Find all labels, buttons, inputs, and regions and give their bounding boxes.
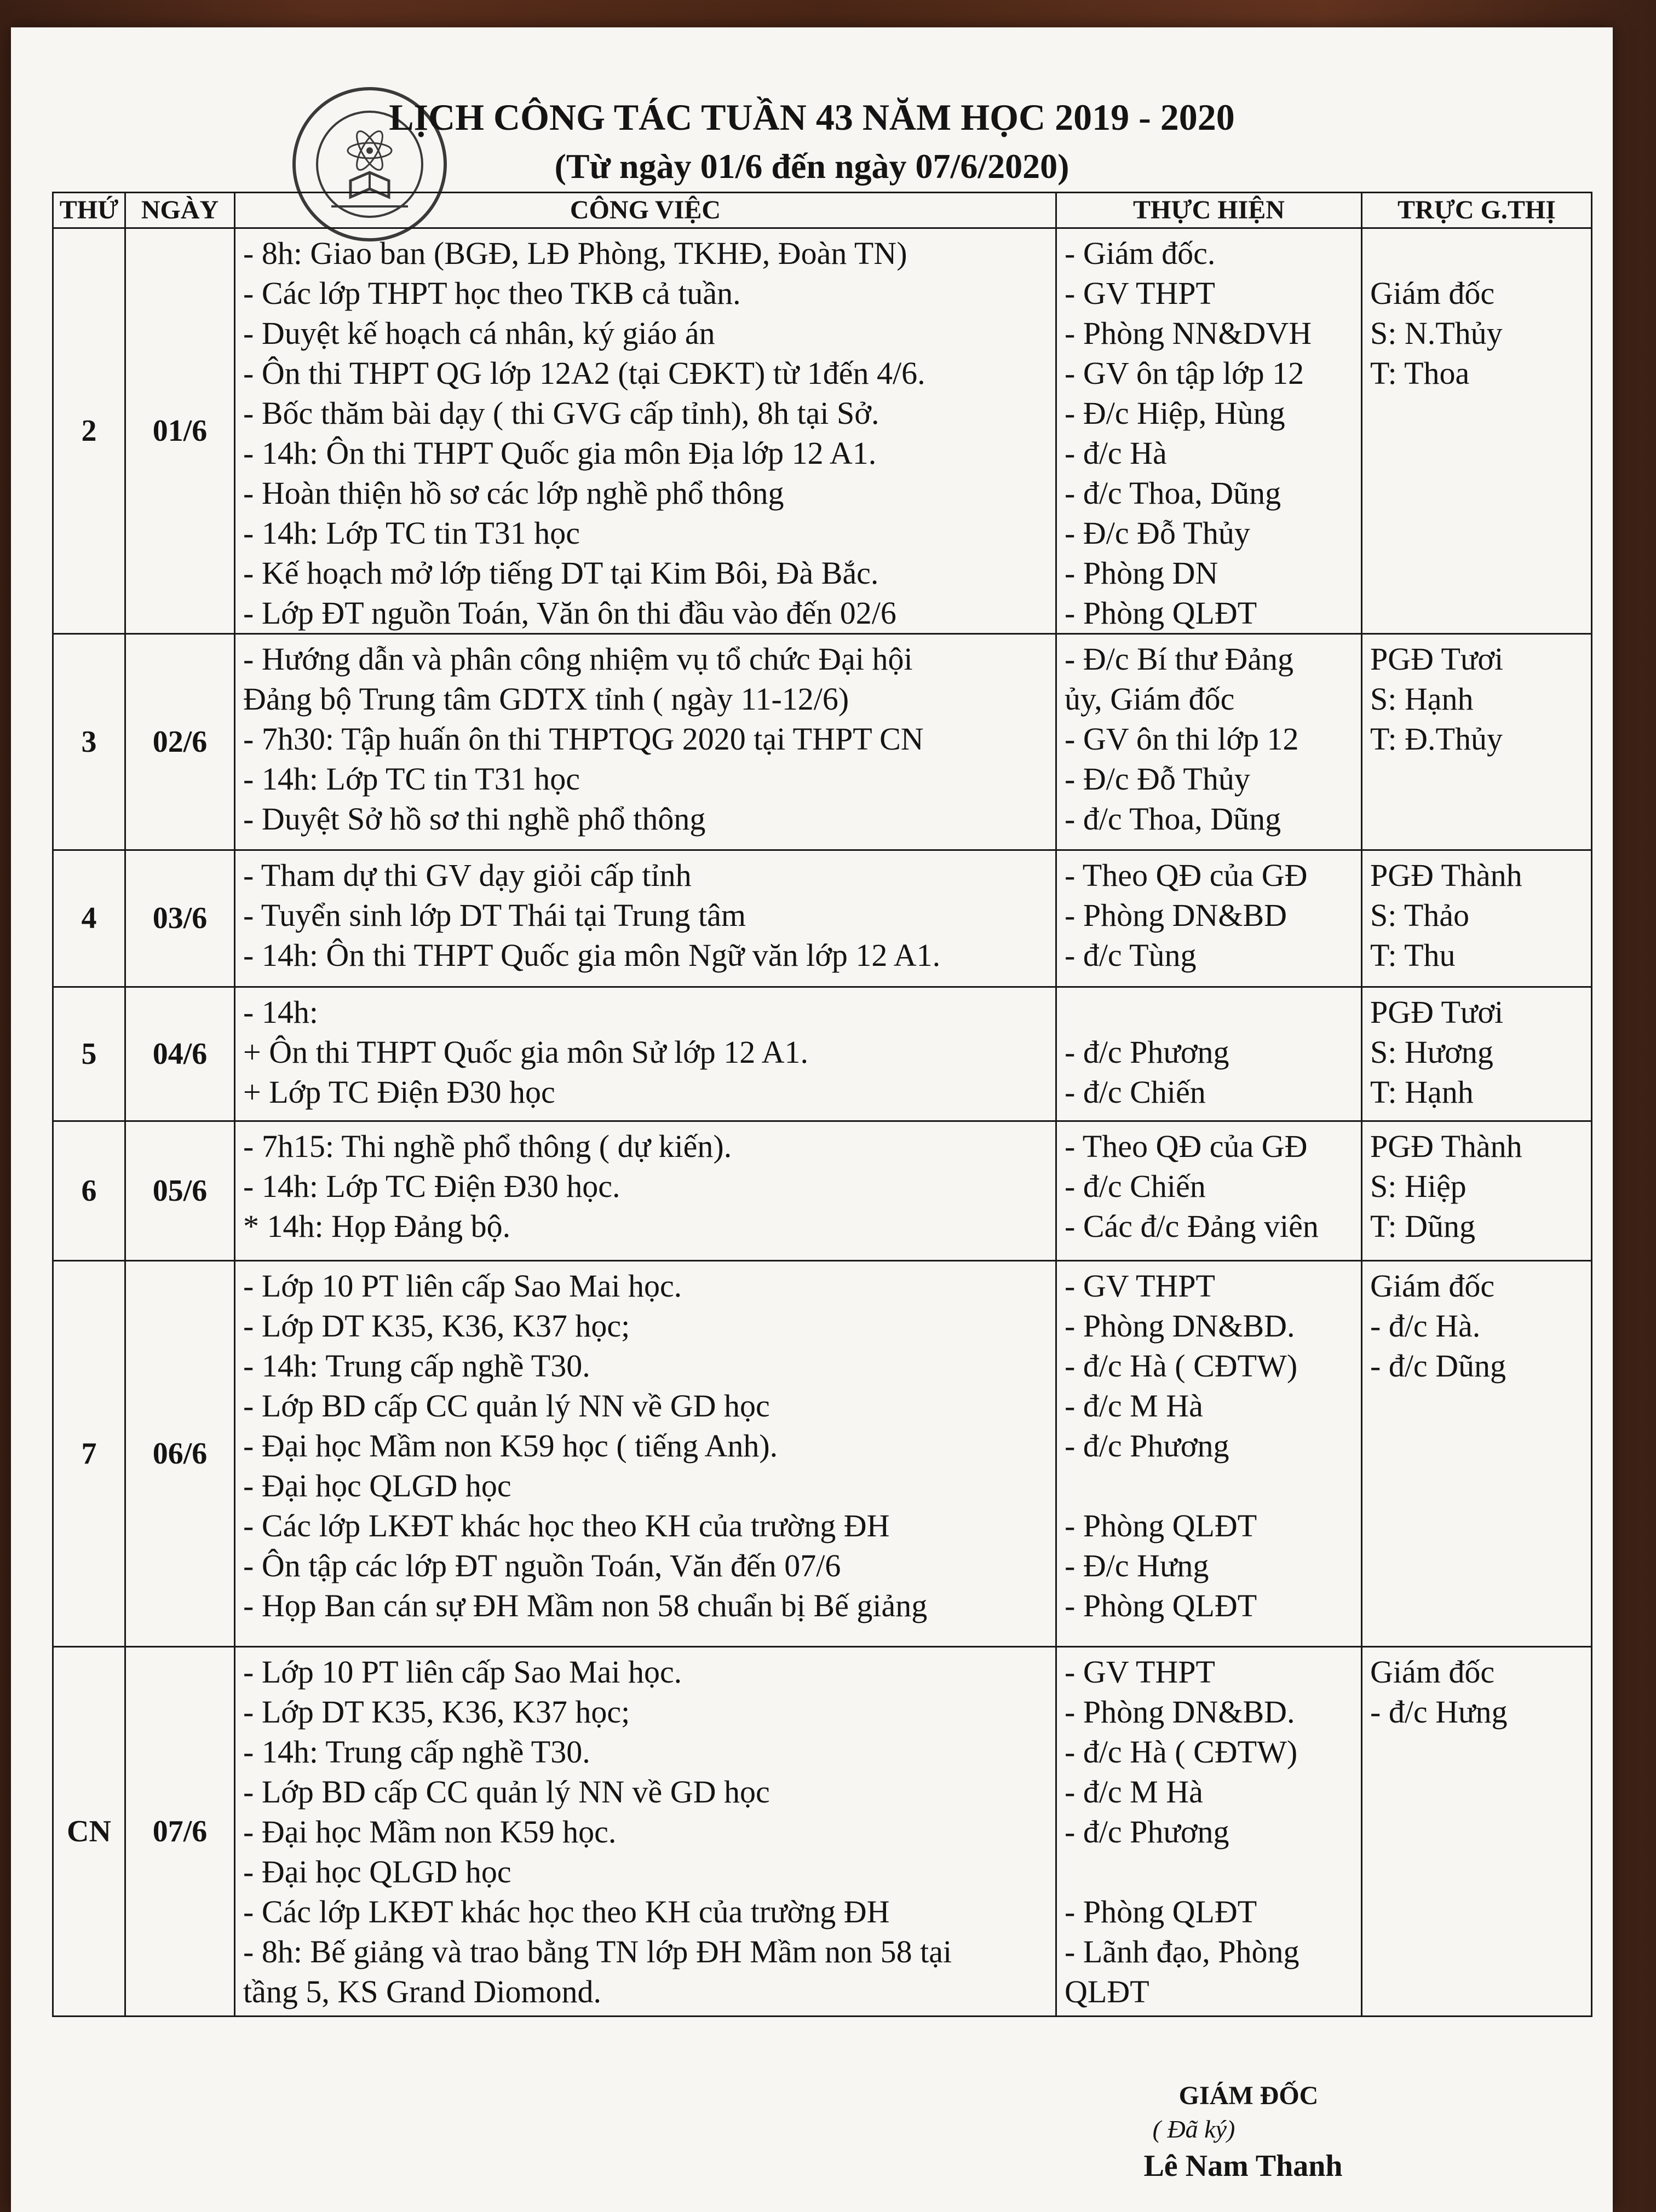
page-subtitle: (Từ ngày 01/6 đến ngày 07/6/2020) bbox=[554, 147, 1070, 186]
exec-line: - GV THPT bbox=[1065, 275, 1215, 311]
day-cell: 2 bbox=[53, 228, 125, 634]
duty-line: T: Dũng bbox=[1370, 1208, 1476, 1244]
work-cell bbox=[235, 987, 1056, 1121]
work-line: - Các lớp THPT học theo TKB cả tuần. bbox=[243, 275, 741, 311]
exec-line: - Phòng QLĐT bbox=[1065, 1508, 1257, 1543]
exec-line: - Phòng DN&BD bbox=[1065, 897, 1287, 933]
work-line: - Bốc thăm bài dạy ( thi GVG cấp tỉnh), 8h tại Sở. bbox=[243, 395, 879, 431]
date-cell: 05/6 bbox=[125, 1121, 235, 1261]
exec-line: - Các đ/c Đảng viên bbox=[1065, 1208, 1319, 1244]
work-line: - Lớp ĐT nguồn Toán, Văn ôn thi đầu vào đến 02/6 bbox=[243, 595, 896, 631]
header-work: CÔNG VIỆC bbox=[235, 193, 1056, 228]
duty-line: Giám đốc bbox=[1370, 275, 1495, 311]
work-line: - Lớp 10 PT liên cấp Sao Mai học. bbox=[243, 1268, 682, 1304]
work-line: - Đại học QLGD học bbox=[243, 1468, 511, 1504]
work-line: - Lớp 10 PT liên cấp Sao Mai học. bbox=[243, 1654, 682, 1690]
signature-name: Lê Nam Thanh bbox=[1143, 2149, 1343, 2183]
exec-line: - đ/c Chiến bbox=[1065, 1074, 1206, 1110]
duty-line: - đ/c Hưng bbox=[1370, 1694, 1508, 1730]
duty-line: T: Thoa bbox=[1370, 355, 1470, 391]
exec-cell bbox=[1056, 1261, 1362, 1647]
table-row bbox=[53, 1261, 1592, 1647]
duty-line: PGĐ Thành bbox=[1370, 1128, 1522, 1164]
work-line: - Đại học QLGD học bbox=[243, 1854, 511, 1890]
work-line: - Hoàn thiện hồ sơ các lớp nghề phổ thông bbox=[243, 475, 784, 511]
work-cell bbox=[235, 1121, 1056, 1261]
duty-line bbox=[1370, 233, 1584, 273]
exec-cell bbox=[1056, 987, 1362, 1121]
day-cell: 3 bbox=[53, 634, 125, 850]
page-title: LỊCH CÔNG TÁC TUẦN 43 NĂM HỌC 2019 - 2020 bbox=[389, 96, 1235, 138]
table-row bbox=[53, 850, 1592, 987]
duty-cell bbox=[1362, 228, 1592, 634]
table-row bbox=[53, 987, 1592, 1121]
work-line: - Hướng dẫn và phân công nhiệm vụ tổ chức Đại hội bbox=[243, 641, 913, 677]
exec-line: - GV ôn tập lớp 12 bbox=[1065, 355, 1304, 391]
work-line: - Kế hoạch mở lớp tiếng DT tại Kim Bôi, Đà Bắc. bbox=[243, 555, 879, 591]
exec-line: ủy, Giám đốc bbox=[1065, 681, 1235, 717]
exec-line: - Theo QĐ của GĐ bbox=[1065, 1128, 1308, 1164]
exec-line: - Đ/c Đỗ Thủy bbox=[1065, 515, 1250, 551]
duty-line: S: Hạnh bbox=[1370, 681, 1474, 717]
work-line: - Họp Ban cán sự ĐH Mầm non 58 chuẩn bị Bế giảng bbox=[243, 1588, 928, 1623]
work-line: - Lớp BD cấp CC quản lý NN về GD học bbox=[243, 1388, 770, 1424]
exec-line: - đ/c Phương bbox=[1065, 1814, 1229, 1850]
work-line: - Tham dự thi GV dạy giỏi cấp tỉnh bbox=[243, 857, 692, 893]
table-row bbox=[53, 634, 1592, 850]
work-line: * 14h: Họp Đảng bộ. bbox=[243, 1208, 511, 1244]
duty-line: Giám đốc bbox=[1370, 1654, 1495, 1690]
exec-line: - Phòng DN&BD. bbox=[1065, 1694, 1295, 1730]
exec-line: - đ/c Hà ( CĐTW) bbox=[1065, 1348, 1298, 1384]
duty-line: - đ/c Hà. bbox=[1370, 1308, 1481, 1344]
work-line: - 14h: Lớp TC tin T31 học bbox=[243, 761, 580, 797]
exec-line: - Đ/c Bí thư Đảng bbox=[1065, 641, 1294, 677]
work-line: - Tuyển sinh lớp DT Thái tại Trung tâm bbox=[243, 897, 746, 933]
duty-line: PGĐ Thành bbox=[1370, 857, 1522, 893]
table-row bbox=[53, 1121, 1592, 1261]
exec-line: - đ/c Phương bbox=[1065, 1034, 1229, 1070]
date-cell: 07/6 bbox=[125, 1647, 235, 2017]
exec-line: QLĐT bbox=[1065, 1974, 1149, 2009]
exec-line: - đ/c M Hà bbox=[1065, 1388, 1203, 1424]
signature-title: GIÁM ĐỐC bbox=[1178, 2081, 1319, 2110]
document-paper bbox=[11, 27, 1613, 2212]
work-line: - Lớp DT K35, K36, K37 học; bbox=[243, 1308, 630, 1344]
header-exec: THỰC HIỆN bbox=[1056, 193, 1362, 228]
work-line: - Lớp DT K35, K36, K37 học; bbox=[243, 1694, 630, 1730]
work-cell bbox=[235, 1261, 1056, 1647]
work-cell bbox=[235, 228, 1056, 634]
exec-line: - GV THPT bbox=[1065, 1654, 1215, 1690]
duty-line: S: Thảo bbox=[1370, 897, 1469, 933]
date-cell: 04/6 bbox=[125, 987, 235, 1121]
work-line: - Duyệt kế hoạch cá nhân, ký giáo án bbox=[243, 315, 715, 351]
exec-cell bbox=[1056, 228, 1362, 634]
duty-cell bbox=[1362, 987, 1592, 1121]
work-line: - 14h: bbox=[243, 994, 318, 1030]
header-date: NGÀY bbox=[125, 193, 235, 228]
date-cell: 03/6 bbox=[125, 850, 235, 987]
duty-cell bbox=[1362, 1121, 1592, 1261]
exec-line: - Phòng DN&BD. bbox=[1065, 1308, 1295, 1344]
exec-line: - GV ôn thi lớp 12 bbox=[1065, 721, 1299, 757]
table-row bbox=[53, 228, 1592, 634]
work-line: - Ôn thi THPT QG lớp 12A2 (tại CĐKT) từ 1đến 4/6. bbox=[243, 355, 925, 391]
exec-line: - Theo QĐ của GĐ bbox=[1065, 857, 1308, 893]
header-day: THỨ bbox=[53, 193, 125, 228]
work-line: - 7h15: Thi nghề phổ thông ( dự kiến). bbox=[243, 1128, 732, 1164]
schedule-table bbox=[52, 192, 1592, 2017]
duty-cell bbox=[1362, 1647, 1592, 2017]
work-line: - Các lớp LKĐT khác học theo KH của trường ĐH bbox=[243, 1894, 890, 1929]
exec-line: - Phòng QLĐT bbox=[1065, 1894, 1257, 1929]
work-line: - 14h: Lớp TC Điện Đ30 học. bbox=[243, 1168, 620, 1204]
exec-line: - Đ/c Hiệp, Hùng bbox=[1065, 395, 1285, 431]
date-cell: 06/6 bbox=[125, 1261, 235, 1647]
duty-line: - đ/c Dũng bbox=[1370, 1348, 1507, 1384]
work-line: - 14h: Ôn thi THPT Quốc gia môn Địa lớp 12 A1. bbox=[243, 435, 877, 471]
table-row bbox=[53, 1647, 1592, 2017]
duty-line: T: Đ.Thủy bbox=[1370, 721, 1503, 757]
work-line: - Đại học Mầm non K59 học. bbox=[243, 1814, 617, 1850]
work-line: Đảng bộ Trung tâm GDTX tỉnh ( ngày 11-12/6) bbox=[243, 681, 849, 717]
date-cell: 02/6 bbox=[125, 634, 235, 850]
day-cell: CN bbox=[53, 1647, 125, 2017]
duty-line: S: Hương bbox=[1370, 1034, 1493, 1070]
work-line: - 14h: Lớp TC tin T31 học bbox=[243, 515, 580, 551]
work-cell bbox=[235, 850, 1056, 987]
duty-line: Giám đốc bbox=[1370, 1268, 1495, 1304]
duty-line: PGĐ Tươi bbox=[1370, 641, 1504, 677]
exec-line: - đ/c Tùng bbox=[1065, 937, 1197, 973]
exec-line: - GV THPT bbox=[1065, 1268, 1215, 1304]
duty-line: T: Hạnh bbox=[1370, 1074, 1474, 1110]
exec-line: - đ/c Thoa, Dũng bbox=[1065, 801, 1281, 837]
work-line: - Lớp BD cấp CC quản lý NN về GD học bbox=[243, 1774, 770, 1810]
work-cell bbox=[235, 634, 1056, 850]
exec-line: - Đ/c Đỗ Thủy bbox=[1065, 761, 1250, 797]
exec-line: - Phòng QLĐT bbox=[1065, 1588, 1257, 1623]
exec-line: - đ/c Phương bbox=[1065, 1428, 1229, 1464]
duty-line: PGĐ Tươi bbox=[1370, 994, 1504, 1030]
work-line: - Đại học Mầm non K59 học ( tiếng Anh). bbox=[243, 1428, 778, 1464]
duty-line: S: Hiệp bbox=[1370, 1168, 1467, 1204]
work-line: - 8h: Bế giảng và trao bằng TN lớp ĐH Mầm non 58 tại bbox=[243, 1934, 952, 1969]
exec-cell bbox=[1056, 634, 1362, 850]
exec-line: - Giám đốc. bbox=[1065, 235, 1216, 271]
work-line: tầng 5, KS Grand Diomond. bbox=[243, 1974, 602, 2009]
exec-line: - Phòng DN bbox=[1065, 555, 1218, 591]
day-cell: 5 bbox=[53, 987, 125, 1121]
work-line: - 8h: Giao ban (BGĐ, LĐ Phòng, TKHĐ, Đoàn TN) bbox=[243, 235, 907, 271]
day-cell: 6 bbox=[53, 1121, 125, 1261]
day-cell: 4 bbox=[53, 850, 125, 987]
exec-line: - đ/c Hà ( CĐTW) bbox=[1065, 1734, 1298, 1770]
exec-line: - Lãnh đạo, Phòng bbox=[1065, 1934, 1300, 1969]
work-line: + Ôn thi THPT Quốc gia môn Sử lớp 12 A1. bbox=[243, 1034, 808, 1070]
work-line: - Duyệt Sở hồ sơ thi nghề phổ thông bbox=[243, 801, 706, 837]
exec-cell bbox=[1056, 850, 1362, 987]
exec-line: - đ/c Hà bbox=[1065, 435, 1167, 471]
date-cell: 01/6 bbox=[125, 228, 235, 634]
work-line: - Các lớp LKĐT khác học theo KH của trường ĐH bbox=[243, 1508, 890, 1543]
duty-cell bbox=[1362, 850, 1592, 987]
work-line: - 14h: Trung cấp nghề T30. bbox=[243, 1734, 590, 1770]
exec-line: - đ/c Thoa, Dũng bbox=[1065, 475, 1281, 511]
work-line: - 14h: Trung cấp nghề T30. bbox=[243, 1348, 590, 1384]
signature-note: ( Đã ký) bbox=[1152, 2115, 1235, 2143]
work-line: - Ôn tập các lớp ĐT nguồn Toán, Văn đến 07/6 bbox=[243, 1548, 841, 1583]
table-header-row bbox=[53, 193, 1592, 228]
exec-line bbox=[1065, 1852, 1354, 1892]
work-line: - 14h: Ôn thi THPT Quốc gia môn Ngữ văn lớp 12 A1. bbox=[243, 937, 941, 973]
duty-cell bbox=[1362, 634, 1592, 850]
work-line: + Lớp TC Điện Đ30 học bbox=[243, 1074, 555, 1110]
day-cell: 7 bbox=[53, 1261, 125, 1647]
duty-cell bbox=[1362, 1261, 1592, 1647]
exec-line: - Phòng QLĐT bbox=[1065, 595, 1257, 631]
exec-line: - Đ/c Hưng bbox=[1065, 1548, 1209, 1583]
work-line: - 7h30: Tập huấn ôn thi THPTQG 2020 tại THPT CN bbox=[243, 721, 924, 757]
exec-line: - đ/c M Hà bbox=[1065, 1774, 1203, 1810]
exec-cell bbox=[1056, 1121, 1362, 1261]
duty-line: S: N.Thủy bbox=[1370, 315, 1503, 351]
work-cell bbox=[235, 1647, 1056, 2017]
exec-line: - đ/c Chiến bbox=[1065, 1168, 1206, 1204]
exec-cell bbox=[1056, 1647, 1362, 2017]
exec-line bbox=[1065, 992, 1354, 1032]
duty-line: T: Thu bbox=[1370, 937, 1456, 973]
header-duty: TRỰC G.THỊ bbox=[1362, 193, 1592, 228]
exec-line: - Phòng NN&DVH bbox=[1065, 315, 1312, 351]
exec-line bbox=[1065, 1466, 1354, 1506]
